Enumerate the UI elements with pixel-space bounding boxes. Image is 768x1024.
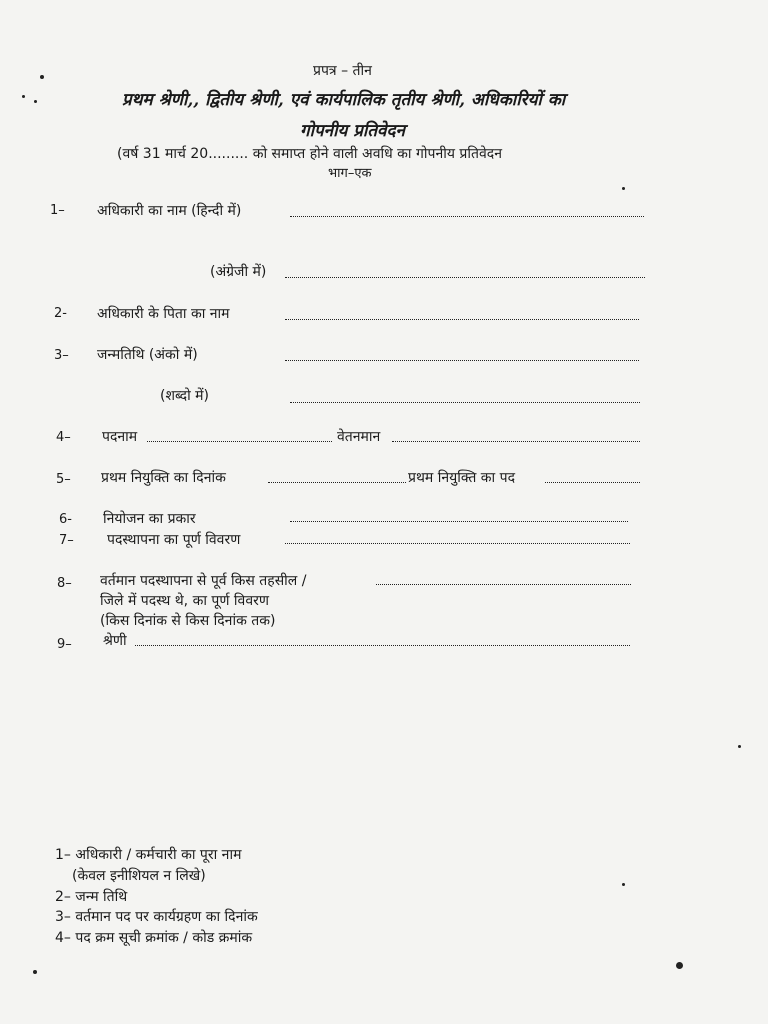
scan-speck <box>33 970 37 974</box>
field-8-label-line2: जिले में पदस्थ थे, का पूर्ण विवरण <box>100 593 269 609</box>
field-3-number: 3– <box>54 348 69 363</box>
field-3-fill-line[interactable] <box>285 360 639 361</box>
field-2-number: 2- <box>54 306 67 321</box>
part-heading: भाग–एक <box>328 166 372 181</box>
field-9-label: श्रेणी <box>103 633 127 649</box>
field-7-fill-line[interactable] <box>285 543 630 544</box>
field-6-fill-line[interactable] <box>290 521 628 522</box>
field-2-label: अधिकारी के पिता का नाम <box>97 306 230 322</box>
field-8-number: 8– <box>57 576 72 591</box>
note-4-text: – पद क्रम सूची क्रमांक / कोड क्रमांक <box>63 930 253 946</box>
note-3 <box>55 907 258 926</box>
field-5-number: 5– <box>56 472 71 487</box>
scan-speck <box>738 745 741 748</box>
scan-speck <box>622 883 625 886</box>
note-2-text: – जन्म तिथि <box>63 889 128 905</box>
field-6-label: नियोजन का प्रकार <box>103 511 196 527</box>
field-7-number: 7– <box>59 533 74 548</box>
field-2-fill-line[interactable] <box>285 319 639 320</box>
scan-speck <box>34 100 37 103</box>
form-title: प्रथम श्रेणी,, द्वितीय श्रेणी, एवं कार्यपालिक तृतीय श्रेणी, अधिकारियों का <box>122 90 566 110</box>
scan-speck <box>676 962 683 969</box>
note-3-number: 3 <box>55 909 64 925</box>
note-1-sub-text: (केवल इनीशियल न लिखे) <box>72 868 206 884</box>
field-3-words-label: (शब्दो में) <box>160 388 209 404</box>
note-2 <box>55 887 127 906</box>
note-4-number: 4 <box>55 930 64 946</box>
field-6-number: 6- <box>59 512 72 527</box>
scan-speck <box>40 75 44 79</box>
note-4 <box>55 928 252 947</box>
field-5-post-fill-line[interactable] <box>545 482 640 483</box>
field-4-pay-fill-line[interactable] <box>392 441 640 442</box>
field-4-number: 4– <box>56 430 71 445</box>
field-1-english-fill-line[interactable] <box>285 277 645 278</box>
field-7-label: पदस्थापना का पूर्ण विवरण <box>107 532 241 548</box>
note-1-sub <box>72 866 206 885</box>
field-8-label-line3: (किस दिनांक से किस दिनांक तक) <box>100 613 276 629</box>
field-5-post-label: प्रथम नियुक्ति का पद <box>408 470 516 486</box>
scan-speck <box>622 187 625 190</box>
field-5-label: प्रथम नियुक्ति का दिनांक <box>101 470 226 486</box>
field-3-label: जन्मतिथि (अंको में) <box>97 347 198 363</box>
field-3-words-fill-line[interactable] <box>290 402 640 403</box>
field-1-english-label: (अंग्रेजी में) <box>210 264 267 280</box>
field-1-number: 1– <box>50 203 65 218</box>
form-label: प्रपत्र – तीन <box>313 63 372 79</box>
scan-speck <box>22 95 25 98</box>
field-9-number: 9– <box>57 637 72 652</box>
form-subtitle: (वर्ष 31 मार्च 20......... को समाप्त होने वाली अवधि का गोपनीय प्रतिवेदन <box>117 146 502 162</box>
field-9-fill-line[interactable] <box>135 645 630 646</box>
field-5-fill-line[interactable] <box>268 482 406 483</box>
field-4-fill-line[interactable] <box>147 441 332 442</box>
field-4-label: पदनाम <box>102 429 138 445</box>
field-1-fill-line[interactable] <box>290 216 644 217</box>
field-1-label: अधिकारी का नाम (हिन्दी में) <box>97 203 242 219</box>
note-1 <box>55 845 241 864</box>
field-8-label: वर्तमान पदस्थापना से पूर्व किस तहसील / <box>100 573 307 589</box>
note-2-number: 2 <box>55 889 64 905</box>
field-8-fill-line[interactable] <box>376 584 631 585</box>
note-3-text: – वर्तमान पद पर कार्यग्रहण का दिनांक <box>63 909 258 925</box>
note-1-text: – अधिकारी / कर्मचारी का पूरा नाम <box>63 847 242 863</box>
field-4-pay-label: वेतनमान <box>337 429 381 445</box>
note-1-number: 1 <box>55 847 64 863</box>
form-title-line2: गोपनीय प्रतिवेदन <box>300 121 405 141</box>
